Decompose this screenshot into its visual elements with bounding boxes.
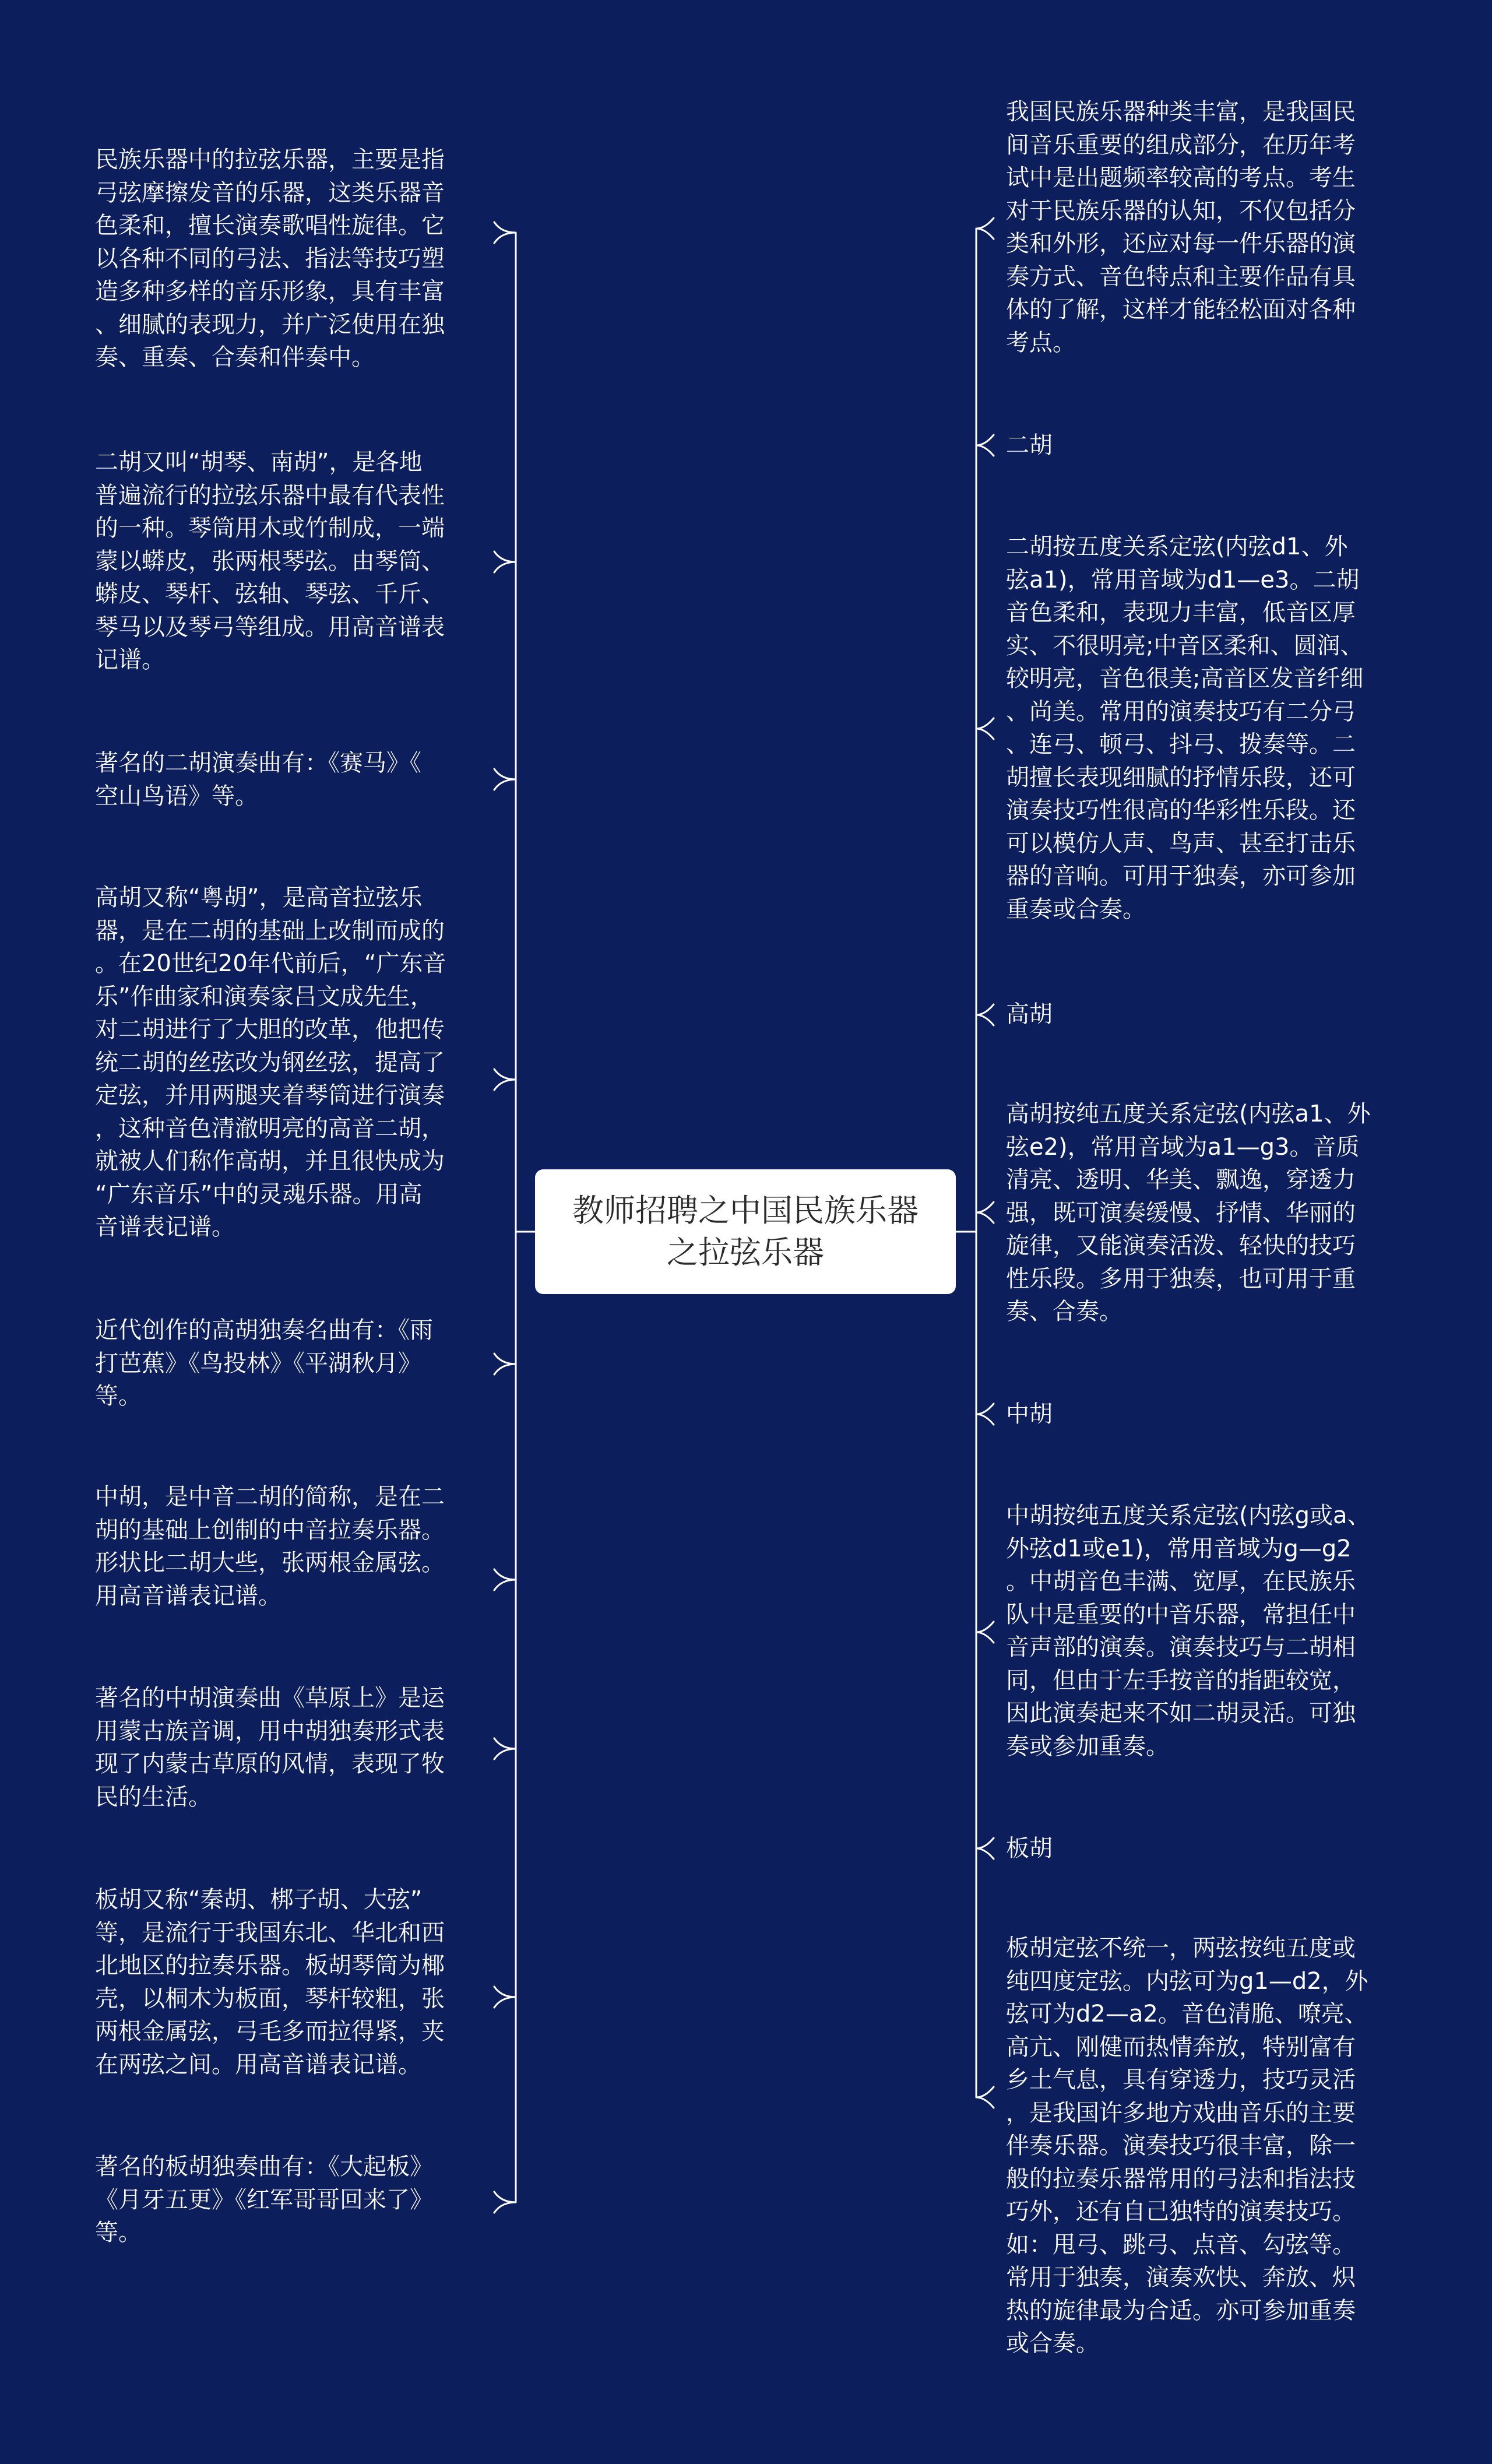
left-node-zhonghu-intro[interactable]: 中胡，是中音二胡的简称，是在二 胡的基础上创制的中音拉奏乐器。 形状比二胡大些，张两根金属弦。 用高音谱表记谱。	[95, 1484, 445, 1609]
left-branch-tick-5	[494, 1569, 516, 1590]
right-branch-tick-7	[976, 1838, 994, 1859]
right-node-intro[interactable]: 我国民族乐器种类丰富，是我国民 间音乐重要的组成部分，在历年考 试中是出题频率较高的考点。考生 对于民族乐器的认知，不仅包括分 类和外形，还应对每一件乐器的演 奏方式、音色特点和主要作品有具 体的了解，这样才能轻松面对各种 考点。	[1006, 99, 1356, 356]
left-node-erhu-intro[interactable]: 二胡又叫“胡琴、南胡”，是各地 普遍流行的拉弦乐器中最有代表性 的一种。琴筒用木或竹制成，一端 蒙以蟒皮，张两根琴弦。由琴筒、 蟒皮、琴杆、弦轴、琴弦、千斤、 琴马以及琴弓等组成。用高音谱表 记谱。	[95, 449, 445, 673]
right-branch-tick-6	[976, 1622, 994, 1643]
right-branch-tick-1	[976, 435, 994, 456]
right-node-zhonghu-detail[interactable]: 中胡按纯五度关系定弦(内弦g或a、 外弦d1或e1)，常用音域为g—g2 。中胡音色丰满、宽厚，在民族乐 队中是重要的中音乐器，常担任中 音声部的演奏。演奏技巧与二胡相 同，但由于左手按音的指距较宽， 因此演奏起来不如二胡灵活。可独 奏或参加重奏。	[1006, 1502, 1371, 1760]
left-node-gaohu-intro[interactable]: 高胡又称“粤胡”，是高音拉弦乐 器，是在二胡的基础上改制而成的 。在20世纪20年代前后，“广东音 乐”作曲家和演奏家吕文成先生， 对二胡进行了大胆的改革，他把传 统二胡的丝弦改为钢丝弦，提高了 定弦，并用两腿夹着琴筒进行演奏 ，这种音色清澈明亮的高音二胡， 就被人们称作高胡，并且很快成为 “广东音乐”中的灵魂乐器。用高 音谱表记谱。	[95, 884, 446, 1240]
right-node-banhu-heading[interactable]: 板胡	[1006, 1835, 1053, 1862]
left-node-banhu-intro[interactable]: 板胡又称“秦胡、梆子胡、大弦” 等，是流行于我国东北、华北和西 北地区的拉奏乐器。板胡琴筒为椰 壳，以桐木为板面，琴杆较粗，张 两根金属弦，弓毛多而拉得紧，夹 在两弦之间。用高音谱表记谱。	[95, 1886, 445, 2078]
left-node-zhonghu-works[interactable]: 著名的中胡演奏曲《草原上》是运 用蒙古族音调，用中胡独奏形式表 现了内蒙古草原的风情，表现了牧 民的生活。	[95, 1685, 445, 1811]
left-branch-tick-4	[494, 1354, 516, 1375]
right-node-zhonghu-heading[interactable]: 中胡	[1006, 1401, 1053, 1428]
right-node-gaohu-heading[interactable]: 高胡	[1006, 1001, 1053, 1028]
left-branch-tick-6	[494, 1738, 516, 1759]
left-node-gaohu-works[interactable]: 近代创作的高胡独奏名曲有：《雨 打芭蕉》《鸟投林》《平湖秋月》 等。	[95, 1317, 433, 1409]
left-branch-tick-0	[494, 222, 516, 243]
central-topic[interactable]	[535, 1169, 956, 1294]
left-branch-tick-8	[494, 2192, 516, 2213]
right-branch-tick-3	[976, 1004, 994, 1025]
right-node-erhu-detail[interactable]: 二胡按五度关系定弦(内弦d1、外 弦a1)，常用音域为d1—e3。二胡 音色柔和，表现力丰富，低音区厚 实、不很明亮;中音区柔和、圆润、 较明亮，音色很美;高音区发音纤细 、尚美。常用的演奏技巧有二分弓 、连弓、顿弓、抖弓、拨奏等。二 胡擅长表现细腻的抒情乐段，还可 演奏技巧性很高的华彩性乐段。还 可以模仿人声、鸟声、甚至打击乐 器的音响。可用于独奏，亦可参加 重奏或合奏。	[1006, 533, 1364, 923]
right-branch-tick-0	[976, 218, 994, 239]
left-branch-tick-2	[494, 769, 516, 790]
left-branch-tick-3	[494, 1069, 516, 1090]
left-node-overview[interactable]: 民族乐器中的拉弦乐器，主要是指 弓弦摩擦发音的乐器，这类乐器音 色柔和，擅长演奏歌唱性旋律。它 以各种不同的弓法、指法等技巧塑 造多种多样的音乐形象，具有丰富 、细腻的表现力，并广泛使用在独 奏、重奏、合奏和伴奏中。	[95, 146, 445, 371]
right-node-banhu-detail[interactable]: 板胡定弦不统一，两弦按纯五度或 纯四度定弦。内弦可为g1—d2，外 弦可为d2—a2。音色清脆、嘹亮、 高亢、刚健而热情奔放，特别富有 乡土气息，具有穿透力，技巧灵活 ，是我国许多地方戏曲音乐的主要 伴奏乐器。演奏技巧很丰富，除一 般的拉奏乐器常用的弓法和指法技 巧外，还有自己独特的演奏技巧。 如：甩弓、跳弓、点音、勾弦等。 常用于独奏，演奏欢快、奔放、炽 热的旋律最为合适。亦可参加重奏 或合奏。	[1006, 1935, 1368, 2357]
central-topic-label: 教师招聘之中国民族乐器 之拉弦乐器	[572, 1192, 919, 1271]
left-branch-tick-1	[494, 551, 516, 572]
left-node-erhu-works[interactable]: 著名的二胡演奏曲有：《赛马》《 空山鸟语》等。	[95, 750, 421, 810]
right-node-gaohu-detail[interactable]: 高胡按纯五度关系定弦(内弦a1、外 弦e2)，常用音域为a1—g3。音质 清亮、透明、华美、飘逸，穿透力 强，既可演奏缓慢、抒情、华丽的 旋律，又能演奏活泼、轻快的技巧 性乐段。多用于独奏，也可用于重 奏、合奏。	[1006, 1101, 1371, 1325]
right-branch-tick-8	[976, 2087, 994, 2108]
right-node-erhu-heading[interactable]: 二胡	[1006, 432, 1053, 459]
right-branch-tick-5	[976, 1404, 994, 1425]
right-branch-tick-4	[976, 1202, 994, 1223]
left-node-banhu-works[interactable]: 著名的板胡独奏曲有：《大起板》 《月牙五更》《红军哥哥回来了》 等。	[95, 2153, 433, 2246]
right-branch-tick-2	[976, 718, 994, 739]
left-branch-tick-7	[494, 1987, 516, 2008]
